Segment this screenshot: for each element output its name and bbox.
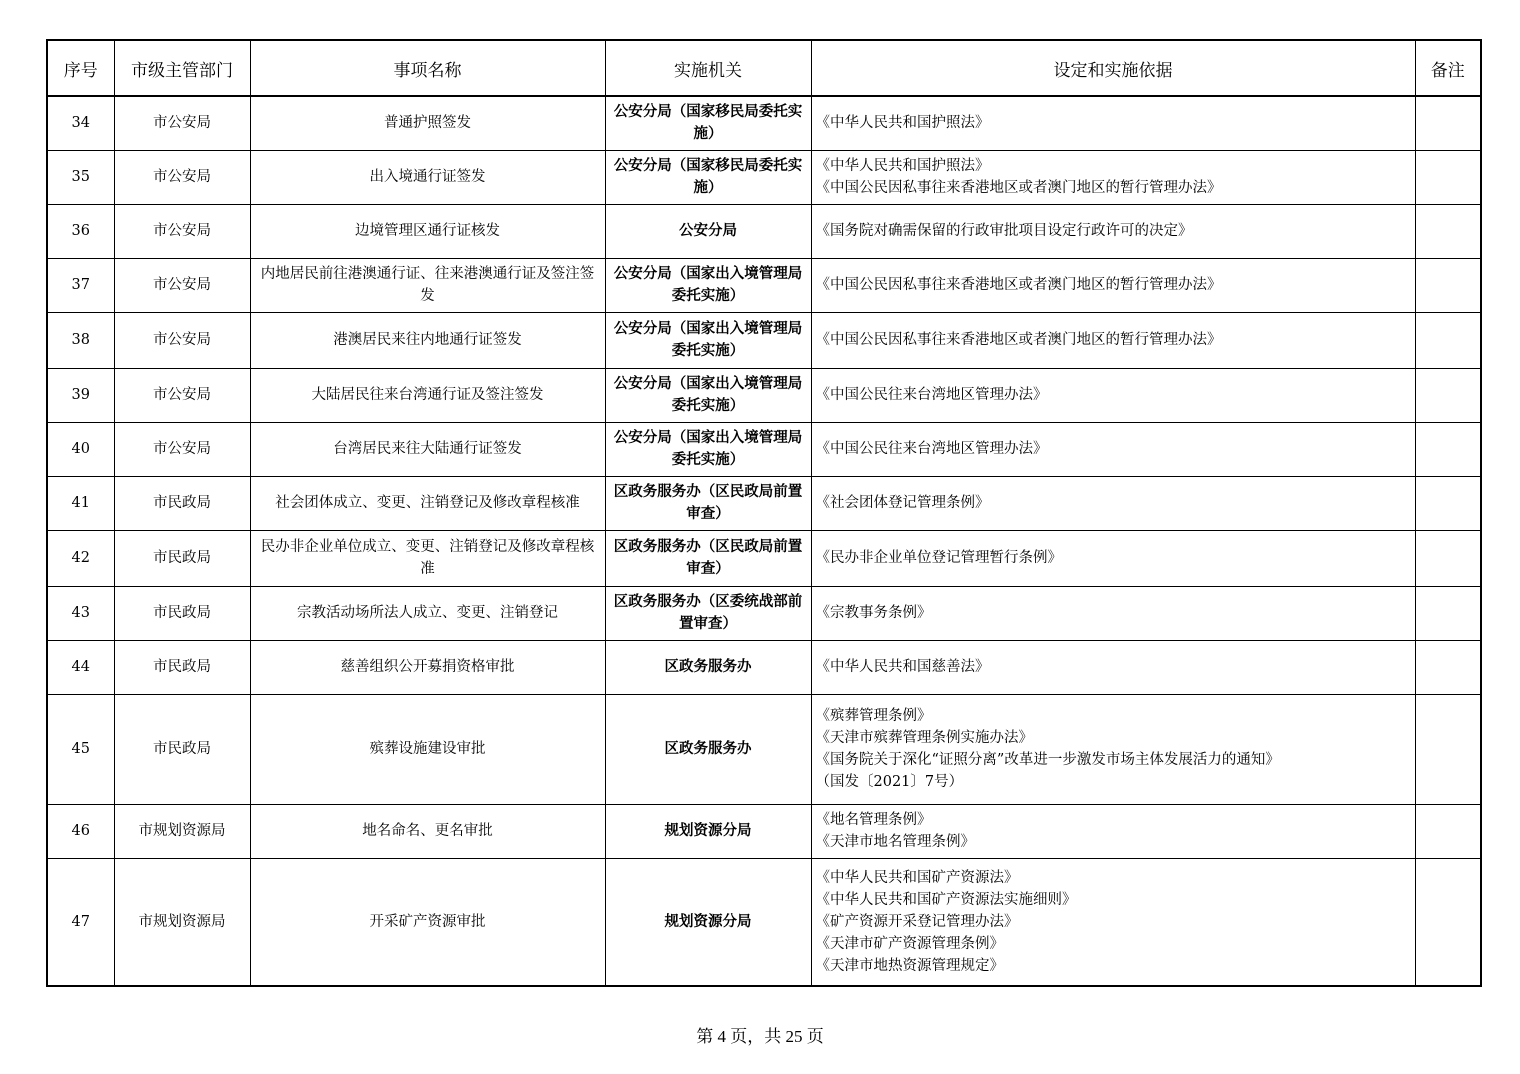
row-note bbox=[1415, 204, 1481, 258]
row-department: 市公安局 bbox=[114, 258, 250, 312]
row-number: 42 bbox=[47, 530, 114, 586]
row-implementing-agency: 规划资源分局 bbox=[605, 858, 811, 986]
legal-basis-line: 《中国公民往来台湾地区管理办法》 bbox=[815, 387, 1048, 403]
row-department: 市民政局 bbox=[114, 640, 250, 694]
row-legal-basis bbox=[811, 694, 1415, 804]
legal-basis-line: 《社会团体登记管理条例》 bbox=[815, 495, 990, 511]
row-number: 45 bbox=[47, 694, 114, 804]
table-body bbox=[47, 96, 1481, 986]
legal-basis-line: 《中华人民共和国护照法》 bbox=[815, 115, 990, 132]
row-item-name: 内地居民前往港澳通行证、往来港澳通行证及签注签发 bbox=[250, 258, 605, 312]
table-row bbox=[47, 694, 1481, 804]
row-note bbox=[1415, 586, 1481, 640]
row-legal-basis bbox=[811, 150, 1415, 204]
row-item-name: 台湾居民来往大陆通行证签发 bbox=[250, 422, 605, 476]
legal-basis-line: 《宗教事务条例》 bbox=[815, 605, 932, 621]
row-legal-basis bbox=[811, 858, 1415, 986]
row-legal-basis bbox=[811, 422, 1415, 476]
row-number: 39 bbox=[47, 368, 114, 422]
row-note bbox=[1415, 422, 1481, 476]
legal-basis-line: 《天津市地名管理条例》 bbox=[815, 834, 975, 850]
row-department: 市民政局 bbox=[114, 694, 250, 804]
legal-basis-line: 《国务院关于深化“证照分离”改革进一步激发市场主体发展活力的通知》 bbox=[815, 752, 1280, 768]
table-row bbox=[47, 476, 1481, 530]
table-row bbox=[47, 96, 1481, 150]
row-department: 市民政局 bbox=[114, 586, 250, 640]
row-legal-basis bbox=[811, 640, 1415, 694]
table-row bbox=[47, 858, 1481, 986]
row-note bbox=[1415, 476, 1481, 530]
row-implementing-agency: 公安分局（国家出入境管理局委托实施） bbox=[605, 422, 811, 476]
header-item: 事项名称 bbox=[250, 40, 605, 96]
row-note bbox=[1415, 640, 1481, 694]
legal-basis-line: 《地名管理条例》 bbox=[815, 812, 932, 828]
row-department: 市公安局 bbox=[114, 204, 250, 258]
row-item-name: 边境管理区通行证核发 bbox=[250, 204, 605, 258]
legal-basis-line: 《民办非企业单位登记管理暂行条例》 bbox=[815, 550, 1062, 566]
row-number: 47 bbox=[47, 858, 114, 986]
row-note bbox=[1415, 150, 1481, 204]
row-legal-basis bbox=[811, 476, 1415, 530]
row-number: 38 bbox=[47, 312, 114, 368]
row-legal-basis bbox=[811, 804, 1415, 858]
row-department: 市公安局 bbox=[114, 150, 250, 204]
row-number: 35 bbox=[47, 150, 114, 204]
row-implementing-agency: 区政务服务办 bbox=[605, 640, 811, 694]
row-department: 市公安局 bbox=[114, 422, 250, 476]
table-row bbox=[47, 312, 1481, 368]
row-department: 市规划资源局 bbox=[114, 858, 250, 986]
row-legal-basis bbox=[811, 312, 1415, 368]
legal-basis-line: 《中华人民共和国矿产资源法实施细则》 bbox=[815, 891, 1077, 908]
row-note bbox=[1415, 694, 1481, 804]
row-implementing-agency: 区政务服务办（区民政局前置审查） bbox=[605, 476, 811, 530]
row-note bbox=[1415, 312, 1481, 368]
row-item-name: 殡葬设施建设审批 bbox=[250, 694, 605, 804]
row-implementing-agency: 规划资源分局 bbox=[605, 804, 811, 858]
row-item-name: 地名命名、更名审批 bbox=[250, 804, 605, 858]
row-number: 46 bbox=[47, 804, 114, 858]
row-item-name: 开采矿产资源审批 bbox=[250, 858, 605, 986]
row-note bbox=[1415, 96, 1481, 150]
row-department: 市民政局 bbox=[114, 530, 250, 586]
row-implementing-agency: 公安分局（国家出入境管理局委托实施） bbox=[605, 312, 811, 368]
table-header-row bbox=[47, 40, 1481, 96]
header-basis: 设定和实施依据 bbox=[811, 40, 1415, 96]
row-legal-basis bbox=[811, 96, 1415, 150]
row-legal-basis bbox=[811, 368, 1415, 422]
header-note: 备注 bbox=[1415, 40, 1481, 96]
row-legal-basis bbox=[811, 530, 1415, 586]
legal-basis-line: （国发〔2021〕7号） bbox=[815, 774, 964, 790]
row-number: 37 bbox=[47, 258, 114, 312]
legal-basis-line: 《中华人民共和国慈善法》 bbox=[815, 659, 990, 675]
legal-basis-line: 《天津市矿产资源管理条例》 bbox=[815, 935, 1004, 952]
row-note bbox=[1415, 258, 1481, 312]
row-implementing-agency: 区政务服务办 bbox=[605, 694, 811, 804]
row-item-name: 港澳居民来往内地通行证签发 bbox=[250, 312, 605, 368]
row-number: 36 bbox=[47, 204, 114, 258]
legal-basis-line: 《中华人民共和国护照法》 bbox=[815, 158, 990, 174]
table-row bbox=[47, 422, 1481, 476]
row-item-name: 慈善组织公开募捐资格审批 bbox=[250, 640, 605, 694]
row-department: 市公安局 bbox=[114, 368, 250, 422]
row-implementing-agency: 公安分局（国家移民局委托实施） bbox=[605, 96, 811, 150]
row-legal-basis bbox=[811, 258, 1415, 312]
table-row bbox=[47, 258, 1481, 312]
row-number: 41 bbox=[47, 476, 114, 530]
row-department: 市公安局 bbox=[114, 96, 250, 150]
row-item-name: 出入境通行证签发 bbox=[250, 150, 605, 204]
table-row bbox=[47, 368, 1481, 422]
row-item-name: 普通护照签发 bbox=[250, 96, 605, 150]
row-implementing-agency: 区政务服务办（区委统战部前置审查） bbox=[605, 586, 811, 640]
row-note bbox=[1415, 858, 1481, 986]
header-dept: 市级主管部门 bbox=[114, 40, 250, 96]
legal-basis-line: 《天津市殡葬管理条例实施办法》 bbox=[815, 730, 1033, 746]
table-row bbox=[47, 804, 1481, 858]
row-number: 43 bbox=[47, 586, 114, 640]
row-department: 市规划资源局 bbox=[114, 804, 250, 858]
table-row bbox=[47, 530, 1481, 586]
header-org: 实施机关 bbox=[605, 40, 811, 96]
row-implementing-agency: 公安分局（国家出入境管理局委托实施） bbox=[605, 368, 811, 422]
row-implementing-agency: 公安分局（国家出入境管理局委托实施） bbox=[605, 258, 811, 312]
row-legal-basis bbox=[811, 204, 1415, 258]
table-row bbox=[47, 640, 1481, 694]
row-item-name: 宗教活动场所法人成立、变更、注销登记 bbox=[250, 586, 605, 640]
legal-basis-line: 《天津市地热资源管理规定》 bbox=[815, 957, 1004, 974]
row-note bbox=[1415, 368, 1481, 422]
legal-basis-line: 《中国公民因私事往来香港地区或者澳门地区的暂行管理办法》 bbox=[815, 277, 1222, 293]
table-row bbox=[47, 586, 1481, 640]
table-row bbox=[47, 150, 1481, 204]
header-no: 序号 bbox=[47, 40, 114, 96]
row-legal-basis bbox=[811, 586, 1415, 640]
legal-basis-line: 《中国公民因私事往来香港地区或者澳门地区的暂行管理办法》 bbox=[815, 180, 1222, 196]
legal-basis-line: 《中国公民往来台湾地区管理办法》 bbox=[815, 441, 1048, 457]
row-note bbox=[1415, 804, 1481, 858]
row-implementing-agency: 公安分局 bbox=[605, 204, 811, 258]
row-item-name: 大陆居民往来台湾通行证及签注签发 bbox=[250, 368, 605, 422]
row-number: 44 bbox=[47, 640, 114, 694]
row-number: 40 bbox=[47, 422, 114, 476]
table-row bbox=[47, 204, 1481, 258]
page-footer: 第 4 页，共 25 页 bbox=[696, 1027, 824, 1046]
row-implementing-agency: 区政务服务办（区民政局前置审查） bbox=[605, 530, 811, 586]
row-department: 市民政局 bbox=[114, 476, 250, 530]
legal-basis-line: 《殡葬管理条例》 bbox=[815, 708, 932, 724]
row-item-name: 社会团体成立、变更、注销登记及修改章程核准 bbox=[250, 476, 605, 530]
legal-basis-line: 《国务院对确需保留的行政审批项目设定行政许可的决定》 bbox=[815, 223, 1193, 239]
legal-basis-line: 《中国公民因私事往来香港地区或者澳门地区的暂行管理办法》 bbox=[815, 332, 1222, 348]
items-table bbox=[46, 39, 1482, 987]
row-implementing-agency: 公安分局（国家移民局委托实施） bbox=[605, 150, 811, 204]
legal-basis-line: 《矿产资源开采登记管理办法》 bbox=[815, 913, 1019, 930]
row-item-name: 民办非企业单位成立、变更、注销登记及修改章程核准 bbox=[250, 530, 605, 586]
row-number: 34 bbox=[47, 96, 114, 150]
legal-basis-line: 《中华人民共和国矿产资源法》 bbox=[815, 869, 1019, 886]
row-department: 市公安局 bbox=[114, 312, 250, 368]
row-note bbox=[1415, 530, 1481, 586]
